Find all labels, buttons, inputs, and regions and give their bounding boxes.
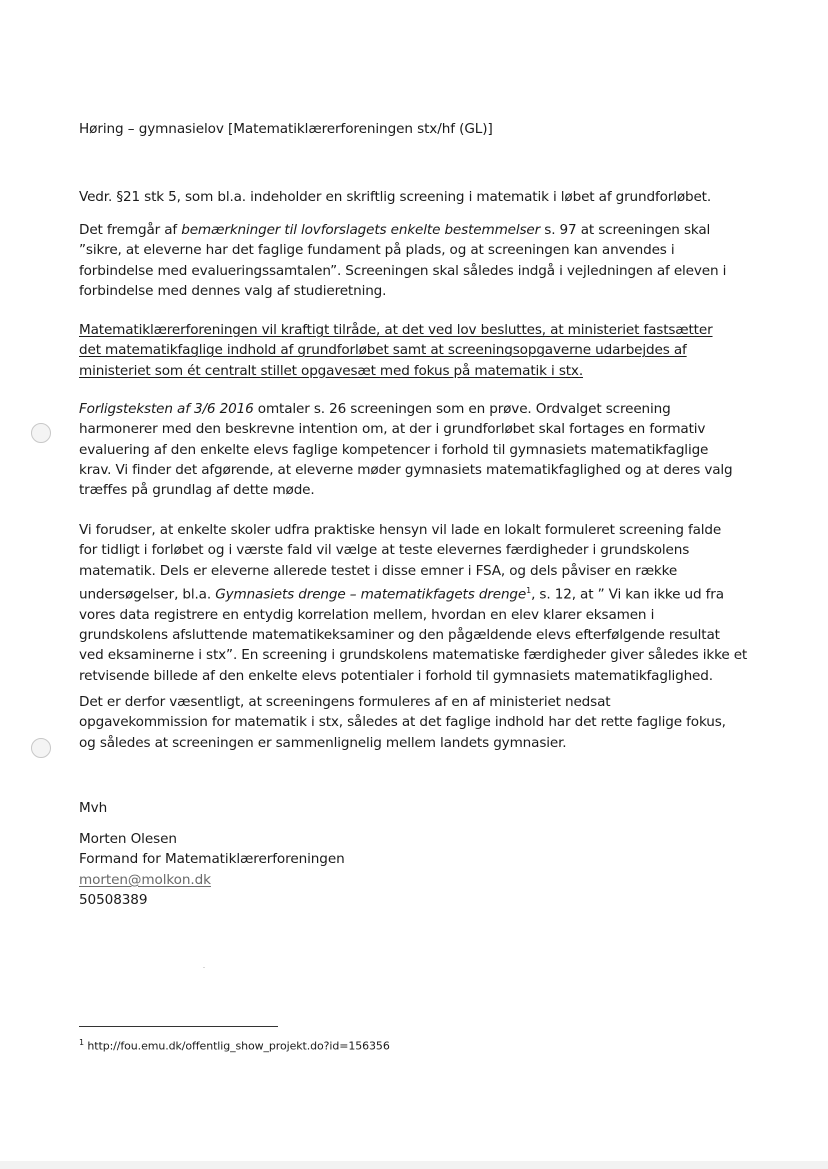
paragraph-2 [79,220,759,301]
text-run: omtaler s. 26 screeningen som en prøve. Ordvalget screening [253,401,671,417]
emphasis-run: Gymnasiets drenge – matematikfagets drenge [215,586,527,603]
footnote-url: http://fou.emu.dk/offentlig_show_projekt.do?id=156356 [84,1039,390,1053]
punch-hole-bottom [31,738,51,758]
paragraph-6 [79,692,759,753]
paragraph-3-underlined-recommendation [79,320,759,381]
scan-speck [203,967,205,968]
paragraph-line: Det er derfor væsentligt, at screeningens formuleres af en af ministeriet nedsat [79,694,611,710]
paragraph-line: Vi forudser, at enkelte skoler udfra praktiske hensyn vil lade en lokalt formuleret screening falde [79,522,722,538]
paragraph-line: grundskolens afsluttende matematikeksaminer og den pågældende elevs efterfølgende resultat [79,627,720,644]
paragraph-5 [79,520,759,686]
paragraph-line: opgavekommission for matematik i stx, således at det faglige indhold har det rette faglige fokus, [79,714,726,731]
signature-role: Formand for Matematiklærerforeningen [79,851,345,868]
paragraph-line: for tidligt i forløbet og i værste fald vil vælge at teste elevernes færdigheder i grundskolens [79,542,690,559]
closing-greeting: Mvh [79,800,108,816]
signature-name: Morten Olesen [79,831,177,847]
paragraph-line: harmonerer med den beskrevne intention om, at der i grundforløbet skal fortages en formativ [79,421,706,438]
footnote-reference: 1 [526,585,532,595]
emphasis-run: bemærkninger til lovforslagets enkelte bestemmelser [181,222,541,238]
paragraph-line: matematik. Dels er eleverne allerede testet i disse emner i FSA, og dels påviser en række [79,562,678,579]
paragraph-line: forbindelse med dennes valg af studieretning. [79,282,387,299]
signature-email-link[interactable]: morten@molkon.dk [79,871,211,888]
scan-edge [0,1161,828,1169]
paragraph-1 [79,187,759,207]
paragraph-line: ved eksaminerne i stx”. En screening i grundskolens matematiske færdigheder giver således ikke et [79,647,748,664]
emphasis-run: Forligsteksten af 3/6 2016 [79,401,254,417]
paragraph-line: træffes på grundlag af dette møde. [79,482,315,499]
text-run: s. 97 at screeningen skal [540,222,711,238]
paragraph-line: og således at screeningen er sammenlignelig mellem landets gymnasier. [79,734,567,751]
paragraph-line: Matematiklærerforeningen vil kraftigt tilråde, at det ved lov besluttes, at ministeriet fastsætter [79,322,713,338]
footnote-marker: 1 [79,1038,84,1047]
punch-hole-top [31,423,51,443]
text-run: Det fremgår af [79,222,182,238]
text-run: , s. 12, at ” Vi kan ikke ud fra [531,586,724,603]
footnote-divider [79,1026,278,1027]
paragraph-line: Vedr. §21 stk 5, som bl.a. indeholder en skriftlig screening i matematik i løbet af grundforløbet. [79,189,712,205]
text-run: undersøgelser, bl.a. [79,586,216,603]
paragraph-line [79,399,759,419]
paragraph-line: det matematikfaglige indhold af grundforløbet samt at screeningsopgaverne udarbejdes af [79,342,687,359]
signature-block [79,829,345,910]
paragraph-line: forbindelse med evalueringssamtalen”. Screeningen skal således indgå i vejledningen af eleven i [79,262,727,279]
paragraph-4 [79,399,759,500]
signature-phone: 50508389 [79,891,148,908]
paragraph-line: evaluering af den enkelte elevs faglige kompetencer i forhold til gymnasiets matematikfaglige [79,441,709,458]
paragraph-line: retvisende billede af den enkelte elevs potentialer i forhold til gymnasiets matematikfaglighed. [79,667,713,684]
paragraph-line: vores data registrere en entydig korrelation mellem, hvordan en elev klarer eksamen i [79,606,655,623]
paragraph-line: ministeriet som ét centralt stillet opgavesæt med fokus på matematik i stx. [79,362,583,379]
footnote [79,1038,390,1053]
paragraph-line [79,581,759,605]
paragraph-line: ”sikre, at eleverne har det faglige fundament på plads, og at screeningen kan anvendes i [79,242,675,259]
paragraph-line: krav. Vi finder det afgørende, at eleverne møder gymnasiets matematikfaglighed og at deres valg [79,461,733,478]
document-title: Høring – gymnasielov [Matematiklærerforeningen stx/hf (GL)] [79,121,493,137]
paragraph-line [79,220,759,240]
